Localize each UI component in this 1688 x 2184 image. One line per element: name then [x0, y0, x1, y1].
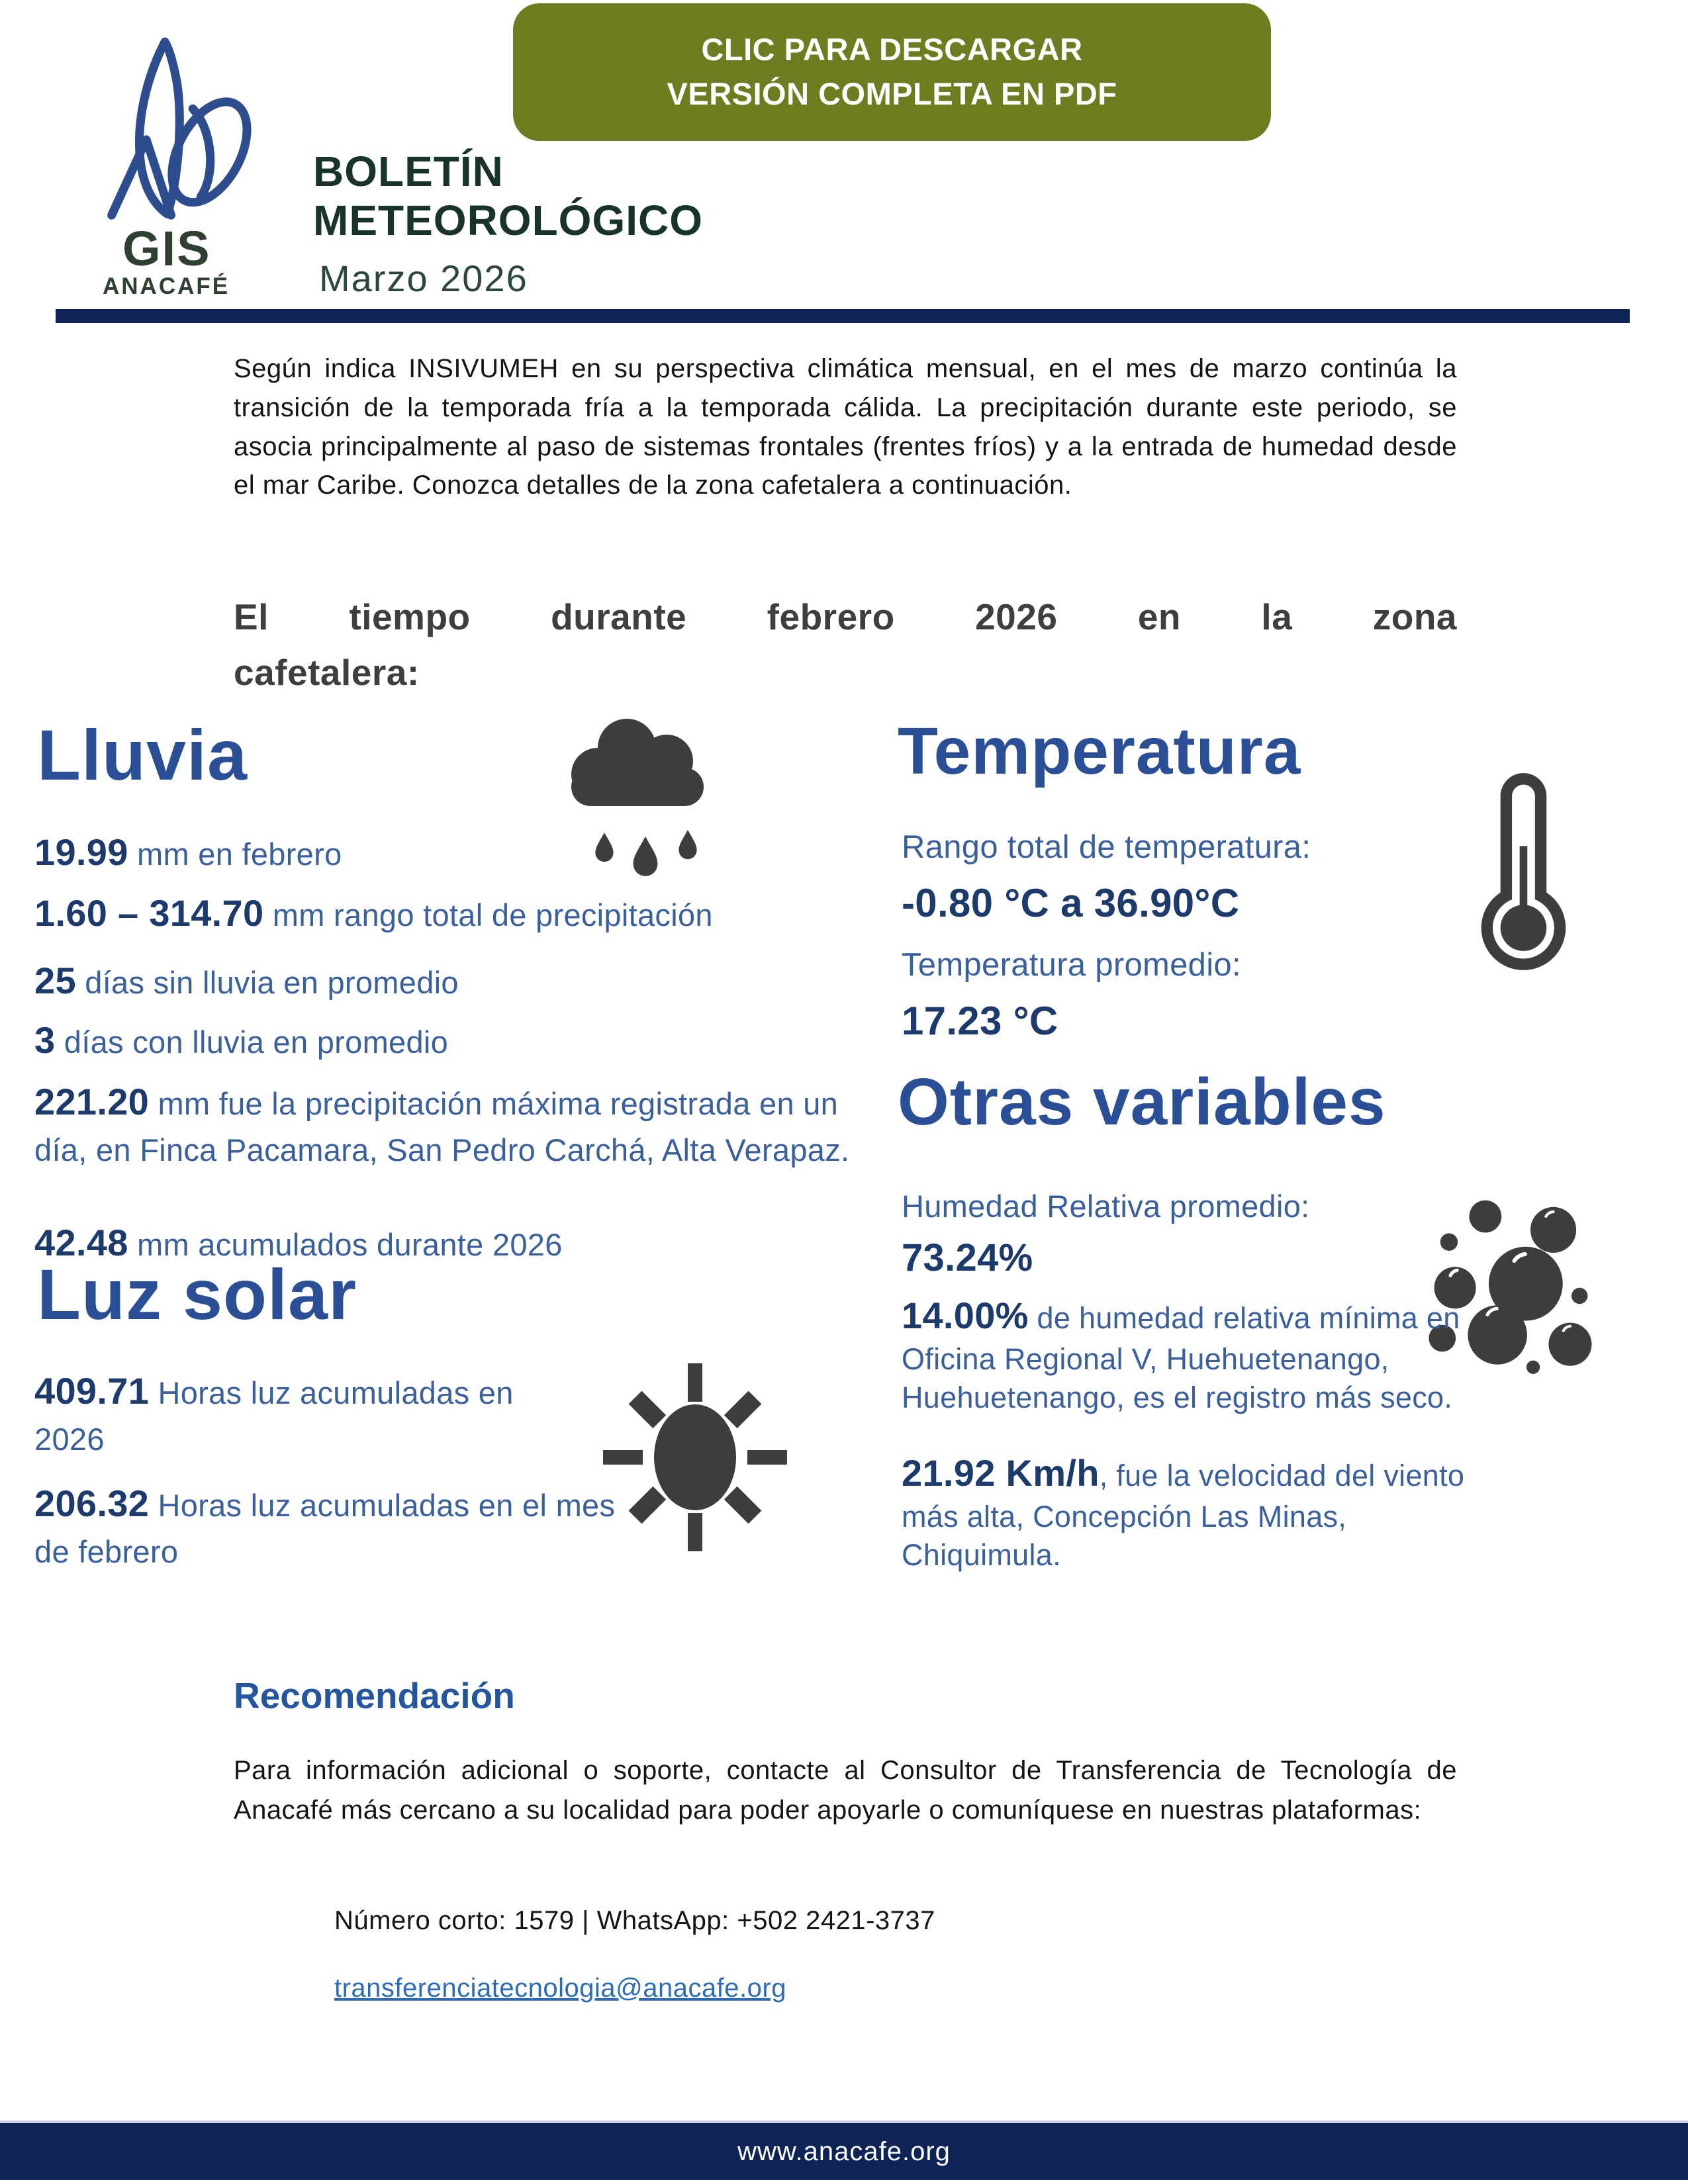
lluvia-stat-febrero: 19.99 mm en febrero	[34, 831, 342, 873]
lluvia-title: Lluvia	[37, 715, 248, 795]
page-title-line1: BOLETÍN	[313, 148, 504, 195]
temperatura-rango-value: -0.80 °C a 36.90°C	[902, 881, 1240, 925]
otras-variables-title: Otras variables	[898, 1065, 1386, 1139]
temperatura-promedio-value: 17.23 °C	[902, 999, 1058, 1043]
recomendacion-body: Para información adicional o soporte, contacte al Consultor de Transferencia de Tecnología de Anacafé más cercano a su localidad para poder apoyarle o comuníquese en nuestras plataformas:	[234, 1756, 1457, 1825]
recomendacion-title: Recomendación	[234, 1675, 515, 1716]
email-link[interactable]: transferenciatecnologia@anacafe.org	[334, 1974, 786, 2003]
humedad-promedio-value: 73.24%	[902, 1236, 1033, 1279]
lluvia-stat-rango: 1.60 – 314.70 mm rango total de precipitación	[34, 892, 713, 934]
logo-brand: GIS	[122, 221, 211, 276]
download-pdf-button[interactable]	[513, 3, 1271, 141]
temperatura-rango-label: Rango total de temperatura:	[902, 829, 1311, 865]
lluvia-stat-acumulado: 42.48 mm acumulados durante 2026	[34, 1222, 563, 1263]
viento-stat: 21.92 Km/h, fue la velocidad del viento más alta, Concepción Las Minas, Chiquimula.	[902, 1452, 1465, 1572]
lluvia-stat-dias-con: 3 días con lluvia en promedio	[34, 1019, 449, 1061]
contact-line: Número corto: 1579 | WhatsApp: +502 2421-3737	[334, 1906, 935, 1935]
intro-paragraph: Según indica INSIVUMEH en su perspectiva climática mensual, en el mes de marzo continúa la transición de la temporada fría a la temporada cálida. La precipitación durante este periodo, se asocia principalmente al paso de sistemas frontales (frentes fríos) y a la entrada de humedad desde el mar Caribe. Conozca detalles de la zona cafetalera a continuación.	[234, 354, 1457, 500]
lluvia-stat-maxima: 221.20 mm fue la precipitación máxima registrada en un día, en Finca Pacamara, San Pedro Carchá, Alta Verapaz.	[34, 1081, 850, 1167]
luz-solar-title: Luz solar	[37, 1254, 357, 1334]
thermometer-icon	[1475, 769, 1571, 974]
temperatura-promedio-label: Temperatura promedio:	[902, 947, 1241, 983]
footer-url[interactable]: www.anacafe.org	[737, 2136, 951, 2166]
page-subtitle: Marzo 2026	[319, 257, 528, 299]
header-divider	[56, 309, 1630, 323]
luz-stat-febrero: 206.32 Horas luz acumuladas en el mes de febrero	[34, 1482, 616, 1569]
section-heading-line1: El tiempo durante febrero 2026 en la zona	[234, 596, 1457, 637]
download-button-line1: CLIC PARA DESCARGAR	[701, 32, 1083, 68]
page-title-line2: METEOROLÓGICO	[313, 197, 703, 244]
luz-stat-2026: 409.71 Horas luz acumuladas en 2026	[34, 1370, 514, 1457]
download-button-line2: VERSIÓN COMPLETA EN PDF	[667, 76, 1117, 111]
lluvia-stat-dias-sin: 25 días sin lluvia en promedio	[34, 960, 459, 1001]
logo-org: ANACAFÉ	[103, 273, 230, 299]
humedad-minima-stat: 14.00% de humedad relativa mínima en Oficina Regional V, Huehuetenango, Huehuetenango, es el registro más seco.	[902, 1295, 1460, 1415]
rain-cloud-icon	[566, 707, 725, 882]
section-heading-line2: cafetalera:	[234, 652, 420, 693]
temperatura-title: Temperatura	[898, 714, 1301, 788]
footer-bar	[0, 2120, 1688, 2180]
humedad-promedio-label: Humedad Relativa promedio:	[902, 1189, 1310, 1224]
coffee-plant-logo	[89, 34, 261, 226]
